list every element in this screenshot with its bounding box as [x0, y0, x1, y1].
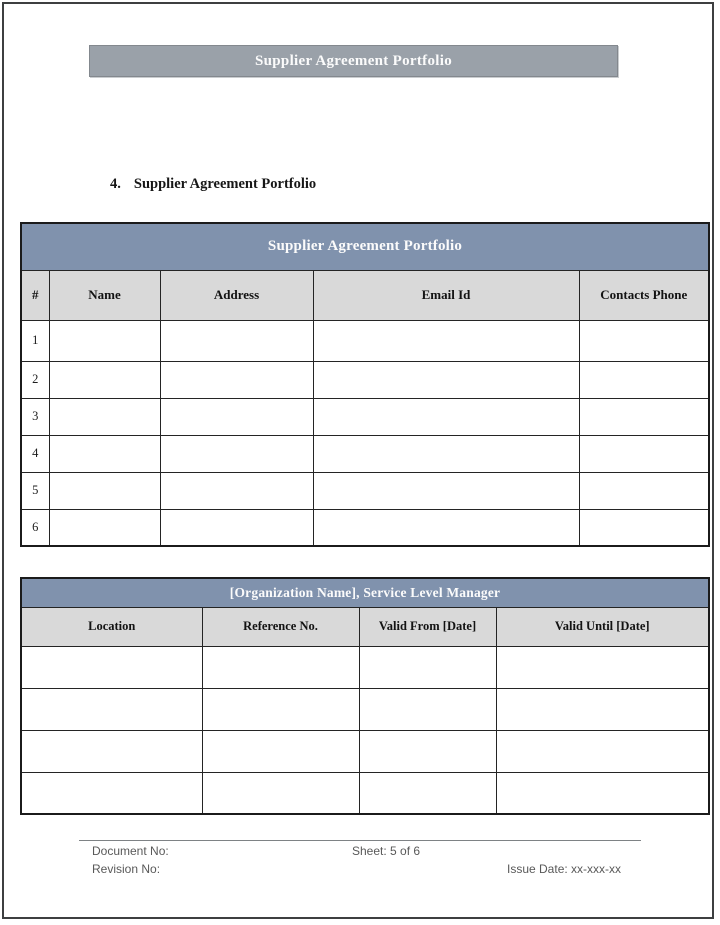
table-cell-location[interactable]	[21, 772, 202, 814]
table-cell-email-id[interactable]	[313, 472, 579, 509]
table-cell-address[interactable]	[160, 435, 313, 472]
table-row	[21, 435, 709, 472]
table-row	[21, 688, 709, 730]
row-number: 6	[21, 509, 49, 546]
table-row	[21, 398, 709, 435]
table-cell-valid-from[interactable]	[359, 646, 496, 688]
table-cell-location[interactable]	[21, 688, 202, 730]
table-row	[21, 646, 709, 688]
footer-sheet-number: Sheet: 5 of 6	[352, 844, 421, 858]
org-table-title: [Organization Name], Service Level Manager	[21, 578, 709, 607]
table-cell-contacts-phone[interactable]	[579, 361, 709, 398]
table-cell-contacts-phone[interactable]	[579, 472, 709, 509]
table-cell-contacts-phone[interactable]	[579, 320, 709, 361]
footer-issue-date: Issue Date: xx-xxx-xx	[507, 862, 622, 876]
table-cell-email-id[interactable]	[313, 509, 579, 546]
table-cell-valid-until[interactable]	[496, 688, 709, 730]
row-number: 3	[21, 398, 49, 435]
service-level-manager-table	[20, 577, 710, 815]
column-header-contacts-phone: Contacts Phone	[579, 270, 709, 320]
table-cell-valid-until[interactable]	[496, 646, 709, 688]
table-cell-name[interactable]	[49, 398, 160, 435]
banner-title: Supplier Agreement Portfolio	[255, 52, 452, 69]
table-cell-address[interactable]	[160, 320, 313, 361]
column-header-email-id: Email Id	[313, 270, 579, 320]
row-number: 2	[21, 361, 49, 398]
supplier-table-title: Supplier Agreement Portfolio	[21, 223, 709, 270]
table-row	[21, 320, 709, 361]
table-cell-location[interactable]	[21, 730, 202, 772]
section-heading	[110, 176, 316, 193]
footer-revision-no: Revision No:	[92, 862, 161, 876]
column-header-number: #	[21, 270, 49, 320]
section-title: Supplier Agreement Portfolio	[133, 176, 317, 192]
page-header-banner	[89, 45, 618, 77]
table-cell-name[interactable]	[49, 472, 160, 509]
table-cell-valid-until[interactable]	[496, 772, 709, 814]
table-cell-reference-no[interactable]	[202, 730, 359, 772]
table-cell-valid-from[interactable]	[359, 730, 496, 772]
column-header-valid-until: Valid Until [Date]	[496, 607, 709, 646]
table-row	[21, 772, 709, 814]
table-cell-contacts-phone[interactable]	[579, 509, 709, 546]
supplier-agreement-table	[20, 222, 710, 547]
table-row	[21, 361, 709, 398]
table-cell-contacts-phone[interactable]	[579, 435, 709, 472]
table-row	[21, 509, 709, 546]
column-header-location: Location	[21, 607, 202, 646]
table-cell-valid-from[interactable]	[359, 772, 496, 814]
column-header-reference-no: Reference No.	[202, 607, 359, 646]
table-cell-reference-no[interactable]	[202, 646, 359, 688]
table-cell-address[interactable]	[160, 509, 313, 546]
table-cell-email-id[interactable]	[313, 361, 579, 398]
table-row	[21, 730, 709, 772]
table-cell-address[interactable]	[160, 361, 313, 398]
table-row	[21, 472, 709, 509]
table-cell-valid-from[interactable]	[359, 688, 496, 730]
table-cell-name[interactable]	[49, 435, 160, 472]
table-cell-reference-no[interactable]	[202, 688, 359, 730]
table-cell-name[interactable]	[49, 509, 160, 546]
table-cell-name[interactable]	[49, 361, 160, 398]
table-cell-valid-until[interactable]	[496, 730, 709, 772]
column-header-valid-from: Valid From [Date]	[359, 607, 496, 646]
table-cell-location[interactable]	[21, 646, 202, 688]
document-page	[2, 2, 714, 919]
table-cell-address[interactable]	[160, 398, 313, 435]
table-cell-contacts-phone[interactable]	[579, 398, 709, 435]
table-cell-name[interactable]	[49, 320, 160, 361]
section-number: 4.	[110, 176, 121, 192]
row-number: 5	[21, 472, 49, 509]
column-header-address: Address	[160, 270, 313, 320]
footer-divider	[79, 840, 641, 841]
table-cell-address[interactable]	[160, 472, 313, 509]
table-cell-email-id[interactable]	[313, 398, 579, 435]
column-header-name: Name	[49, 270, 160, 320]
table-cell-email-id[interactable]	[313, 435, 579, 472]
row-number: 4	[21, 435, 49, 472]
table-cell-reference-no[interactable]	[202, 772, 359, 814]
row-number: 1	[21, 320, 49, 361]
table-cell-email-id[interactable]	[313, 320, 579, 361]
footer-document-no: Document No:	[92, 844, 169, 858]
